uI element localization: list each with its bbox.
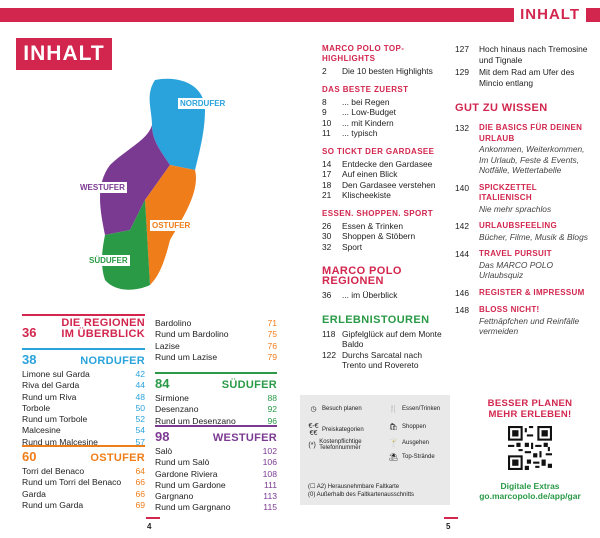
section-title: GUT ZU WISSEN xyxy=(455,102,548,114)
toc-entry-title: Den Gardasee verstehen xyxy=(342,179,436,190)
section-title: ESSEN. SHOPPEN. SPORT xyxy=(322,208,434,218)
toc-entry-title: Mit dem Rad am Ufer des Mincio entlang xyxy=(479,67,575,88)
toc-entry xyxy=(22,500,145,511)
toc-entry-page: 69 xyxy=(135,499,145,510)
toc-entry-title: Rund um Gargnano xyxy=(155,502,231,513)
legend-label: Preiskategorien xyxy=(322,427,364,433)
toc-entry xyxy=(322,107,442,118)
region-name: SÜDUFER xyxy=(221,379,277,391)
legend-foot-2: (0) Außerhalb des Faltkartenausschnitts xyxy=(308,492,415,498)
price-icon: €-€€€ xyxy=(308,423,319,437)
toc-entry-title: ... typisch xyxy=(342,128,378,138)
toc-entry-title: DIE BASICS FÜR DEINEN URLAUB xyxy=(479,123,583,143)
page-number-right: 5 xyxy=(446,522,451,531)
section-title: SO TICKT DER GARDASEE xyxy=(322,146,435,156)
clock-icon: ◷ xyxy=(310,406,317,413)
toc-entry xyxy=(155,393,277,404)
toc-entry xyxy=(455,44,590,65)
toc-entry xyxy=(155,469,277,480)
toc-entry-page: 57 xyxy=(135,436,145,447)
toc-entry-page: 115 xyxy=(263,502,277,513)
toc-entry-title: Salò xyxy=(155,446,173,456)
toc-entry-subtitle: Das MARCO POLO Urlaubsquiz xyxy=(479,259,553,280)
toc-entry xyxy=(322,128,442,139)
region-name: WESTUFER xyxy=(212,432,277,444)
toc-entry xyxy=(22,414,145,425)
toc-entry-title: SPICKZETTEL ITALIENISCH xyxy=(479,182,537,202)
toc-entry xyxy=(22,380,145,391)
toc-entry-title: Rund um Torbole xyxy=(22,414,88,425)
toc-entry-title: Entdecke den Gardasee xyxy=(342,158,433,169)
toc-entry xyxy=(455,183,590,215)
toc-entry-subtitle: Fettnäpfchen und Reinfälle vermeiden xyxy=(479,315,580,336)
toc-column-2 xyxy=(322,44,442,371)
toc-entry-page: 10 xyxy=(322,117,332,128)
legend-label: Ausgehen xyxy=(402,440,430,446)
toc-entry-page: 75 xyxy=(267,329,277,340)
toc-entry xyxy=(322,118,442,129)
toc-entry-title: Klischeekiste xyxy=(342,190,391,200)
region-num: 84 xyxy=(155,376,170,391)
promo-title-1: BESSER PLANEN xyxy=(487,398,573,409)
phone-cost-icon: (*) xyxy=(308,441,316,449)
region-suedufer xyxy=(155,372,277,427)
region-num: 98 xyxy=(155,429,170,444)
toc-entry xyxy=(455,305,590,337)
region-name: OSTUFER xyxy=(90,452,145,464)
toc-entry-title: URLAUBSFEELING xyxy=(479,221,557,230)
toc-entry-page: 113 xyxy=(263,491,277,502)
toc-entry-title: Limone sul Garda xyxy=(22,369,90,379)
toc-entry-title: Durchs Sarcatal nach Trento und Rovereto xyxy=(342,349,423,370)
toc-entry-page: 127 xyxy=(455,44,469,54)
cutlery-icon: 🍴 xyxy=(389,406,398,413)
region-ostufer-continued xyxy=(155,318,277,363)
toc-entry xyxy=(322,66,442,77)
toc-entry-page: 21 xyxy=(322,190,332,200)
toc-entry xyxy=(22,403,145,414)
toc-entry-page: 79 xyxy=(267,351,277,362)
toc-entry-title: Torbole xyxy=(22,402,51,413)
legend-box xyxy=(300,395,450,505)
toc-entry-title: ... mit Kindern xyxy=(342,117,394,128)
toc-entry xyxy=(155,329,277,340)
toc-entry-page: 48 xyxy=(135,391,145,402)
legend-footnote xyxy=(308,483,414,499)
legend-label: Shoppen xyxy=(402,424,427,430)
toc-entry xyxy=(322,242,442,253)
toc-entry-page: 92 xyxy=(267,404,277,415)
toc-entry xyxy=(455,249,590,281)
toc-column-3 xyxy=(455,44,590,337)
toc-entry-page: 88 xyxy=(267,393,277,403)
toc-entry-title: Malcesine xyxy=(22,425,61,436)
toc-entry xyxy=(22,489,145,500)
toc-entry xyxy=(22,392,145,403)
toc-entry-page: 64 xyxy=(135,466,145,476)
toc-entry-page: 108 xyxy=(262,468,277,479)
toc-entry xyxy=(322,329,442,350)
toc-entry-title: Torri del Benaco xyxy=(22,466,85,476)
toc-entry-page: 9 xyxy=(322,107,327,117)
toc-entry-title: Rund um Desenzano xyxy=(155,415,236,426)
toc-entry-page: 106 xyxy=(262,457,277,468)
toc-entry-title: ... bei Regen xyxy=(342,96,390,107)
toc-entry-page: 148 xyxy=(455,305,469,315)
toc-entry-page: 66 xyxy=(135,477,145,488)
toc-entry-title: Shoppen & Stöbern xyxy=(342,231,416,241)
toc-entry xyxy=(155,480,277,491)
region-num: 36 xyxy=(22,325,37,340)
toc-entry-page: 11 xyxy=(322,128,331,138)
toc-entry-page: 122 xyxy=(322,349,336,360)
page-number-left: 4 xyxy=(147,522,152,531)
toc-entry xyxy=(322,350,442,371)
toc-entry-subtitle: Nie mehr sprachlos xyxy=(479,203,552,214)
page-title: INHALT xyxy=(16,38,112,70)
toc-entry-title: Rund um Salò xyxy=(155,457,210,468)
toc-entry-title: Gardone Riviera xyxy=(155,468,218,479)
legend-label: Besuch planen xyxy=(322,406,362,412)
toc-entry-title: Rund um Torri del Benaco xyxy=(22,477,122,488)
toc-entry-page: 76 xyxy=(267,340,277,351)
page-marker-right xyxy=(444,517,458,519)
toc-entry-title: Desenzano xyxy=(155,404,199,415)
toc-entry-page: 96 xyxy=(267,415,277,426)
promo-sub-1: Digitale Extras xyxy=(500,481,560,491)
toc-entry-page: 14 xyxy=(322,158,332,169)
header-label: INHALT xyxy=(514,5,586,25)
toc-entry xyxy=(455,288,590,299)
toc-entry xyxy=(155,318,277,329)
toc-entry-page: 42 xyxy=(135,369,145,379)
beach-icon: ⛱ xyxy=(389,454,398,461)
promo-link[interactable]: go.marcopolo.de/app/gar xyxy=(479,491,581,501)
toc-entry-title: ... im Überblick xyxy=(342,290,398,300)
toc-entry-title: REGISTER & IMPRESSUM xyxy=(479,287,585,297)
legend-item xyxy=(388,453,450,461)
toc-entry xyxy=(322,180,442,191)
toc-entry-page: 50 xyxy=(135,402,145,413)
going-out-icon: 🍸 xyxy=(389,440,398,447)
toc-entry-page: 26 xyxy=(322,220,332,231)
qr-code-icon[interactable] xyxy=(508,426,552,470)
toc-entry-title: Rund um Malcesine xyxy=(22,436,98,447)
toc-entry-page: 144 xyxy=(455,249,469,259)
toc-entry-page: 44 xyxy=(135,380,145,391)
region-nordufer xyxy=(22,348,145,448)
region-name: NORDUFER xyxy=(80,355,145,367)
page-marker-left xyxy=(146,517,160,519)
toc-entry-page: 102 xyxy=(262,446,277,456)
map-label-ost: OSTUFER xyxy=(152,221,191,230)
legend-item xyxy=(308,439,383,451)
toc-entry-page: 2 xyxy=(322,66,327,76)
toc-entry-title: Essen & Trinken xyxy=(342,220,403,231)
toc-entry-page: 118 xyxy=(322,328,336,339)
section-title: MARCO POLO REGIONEN xyxy=(322,265,402,287)
toc-entry xyxy=(322,169,442,180)
toc-entry-page: 32 xyxy=(322,241,332,252)
promo-box xyxy=(470,398,590,501)
toc-entry-title: Hoch hinaus nach Tremosine und Tignale xyxy=(479,44,588,65)
map-label-nord: NORDUFER xyxy=(180,99,226,108)
toc-entry-title: Sport xyxy=(342,241,363,252)
region-name: DIE REGIONEN IM ÜBERBLICK xyxy=(61,317,145,340)
toc-entry-page: 71 xyxy=(267,318,277,328)
promo-title-2: MEHR ERLEBEN! xyxy=(488,409,572,420)
toc-entry-page: 66 xyxy=(135,488,145,499)
region-ueberblick xyxy=(22,314,145,340)
region-westufer xyxy=(155,425,277,514)
toc-entry xyxy=(155,502,277,513)
toc-entry-title: Sirmione xyxy=(155,393,189,403)
toc-entry-page: 146 xyxy=(455,287,469,298)
toc-entry-page: 52 xyxy=(135,414,145,425)
toc-entry xyxy=(322,190,442,201)
toc-entry-title: Lazise xyxy=(155,340,180,351)
toc-entry xyxy=(155,341,277,352)
toc-entry xyxy=(322,221,442,232)
toc-entry xyxy=(155,352,277,363)
toc-entry-title: Die 10 besten Highlights xyxy=(342,66,433,76)
toc-entry-title: Gipfelglück auf dem Monte Baldo xyxy=(342,328,442,349)
toc-entry xyxy=(455,67,590,88)
toc-entry-subtitle: Bücher, Filme, Musik & Blogs xyxy=(479,231,588,242)
legend-foot-1: (☐ A2) Herausnehmbare Faltkarte xyxy=(308,484,400,490)
toc-entry-page: 140 xyxy=(455,182,469,193)
toc-entry xyxy=(155,491,277,502)
toc-entry-subtitle: Ankommen, Weiterkommen, Im Urlaub, Feste & Events, Notfälle, Wettertabelle xyxy=(479,144,585,175)
toc-entry-title: Garda xyxy=(22,488,46,499)
toc-entry xyxy=(22,477,145,488)
lake-map xyxy=(60,70,226,300)
toc-entry xyxy=(155,457,277,468)
toc-entry-page: 18 xyxy=(322,179,332,190)
toc-entry xyxy=(155,446,277,457)
toc-entry-title: Auf einen Blick xyxy=(342,169,398,179)
legend-item xyxy=(308,423,370,437)
legend-item xyxy=(388,405,450,413)
toc-entry-title: Rund um Garda xyxy=(22,499,84,510)
map-label-sued: SÜDUFER xyxy=(89,256,128,265)
legend-label: Essen/Trinken xyxy=(402,406,441,412)
toc-entry-title: Gargnano xyxy=(155,491,194,502)
toc-entry-title: Rund um Riva xyxy=(22,391,77,402)
legend-item xyxy=(308,405,370,413)
toc-entry-title: BLOSS NICHT! xyxy=(479,305,540,314)
map-label-west: WESTUFER xyxy=(80,183,125,192)
toc-entry xyxy=(455,221,590,242)
toc-entry-title: Rund um Bardolino xyxy=(155,329,229,340)
toc-entry-title: TRAVEL PURSUIT xyxy=(479,249,552,258)
top-bar xyxy=(0,8,600,22)
toc-entry xyxy=(22,369,145,380)
legend-label: Top-Strände xyxy=(402,454,435,460)
toc-entry xyxy=(22,425,145,436)
toc-entry xyxy=(322,231,442,242)
toc-entry-page: 36 xyxy=(322,290,332,300)
region-num: 38 xyxy=(22,352,37,367)
toc-entry-page: 8 xyxy=(322,96,327,107)
shopping-icon: 🛍 xyxy=(389,424,398,431)
toc-entry xyxy=(322,159,442,170)
toc-entry xyxy=(22,466,145,477)
toc-entry-title: Bardolino xyxy=(155,318,192,328)
legend-item xyxy=(388,439,450,447)
toc-entry-page: 142 xyxy=(455,221,469,231)
toc-entry-page: 129 xyxy=(455,67,469,77)
legend-item xyxy=(388,423,450,431)
toc-entry-page: 30 xyxy=(322,231,332,241)
section-title: ERLEBNISTOUREN xyxy=(322,313,430,326)
toc-entry xyxy=(322,97,442,108)
toc-entry-page: 132 xyxy=(455,123,469,133)
toc-entry xyxy=(322,290,442,301)
toc-entry-title: Rund um Gardone xyxy=(155,479,226,490)
toc-entry xyxy=(455,123,590,176)
toc-entry-page: 111 xyxy=(263,479,277,490)
section-title: MARCO POLO TOP-HIGHLIGHTS xyxy=(322,44,405,63)
toc-entry-page: 17 xyxy=(322,169,332,179)
legend-label: Kostenpflichtige Telefonnummer xyxy=(319,439,362,451)
toc-entry-page: 54 xyxy=(135,425,145,436)
toc-entry xyxy=(155,404,277,415)
toc-entry-title: Riva del Garda xyxy=(22,380,80,391)
region-num: 60 xyxy=(22,449,37,464)
toc-entry-title: Rund um Lazise xyxy=(155,351,218,362)
region-ostufer xyxy=(22,445,145,511)
section-title: DAS BESTE ZUERST xyxy=(322,84,409,94)
toc-entry-title: ... Low-Budget xyxy=(342,107,397,117)
